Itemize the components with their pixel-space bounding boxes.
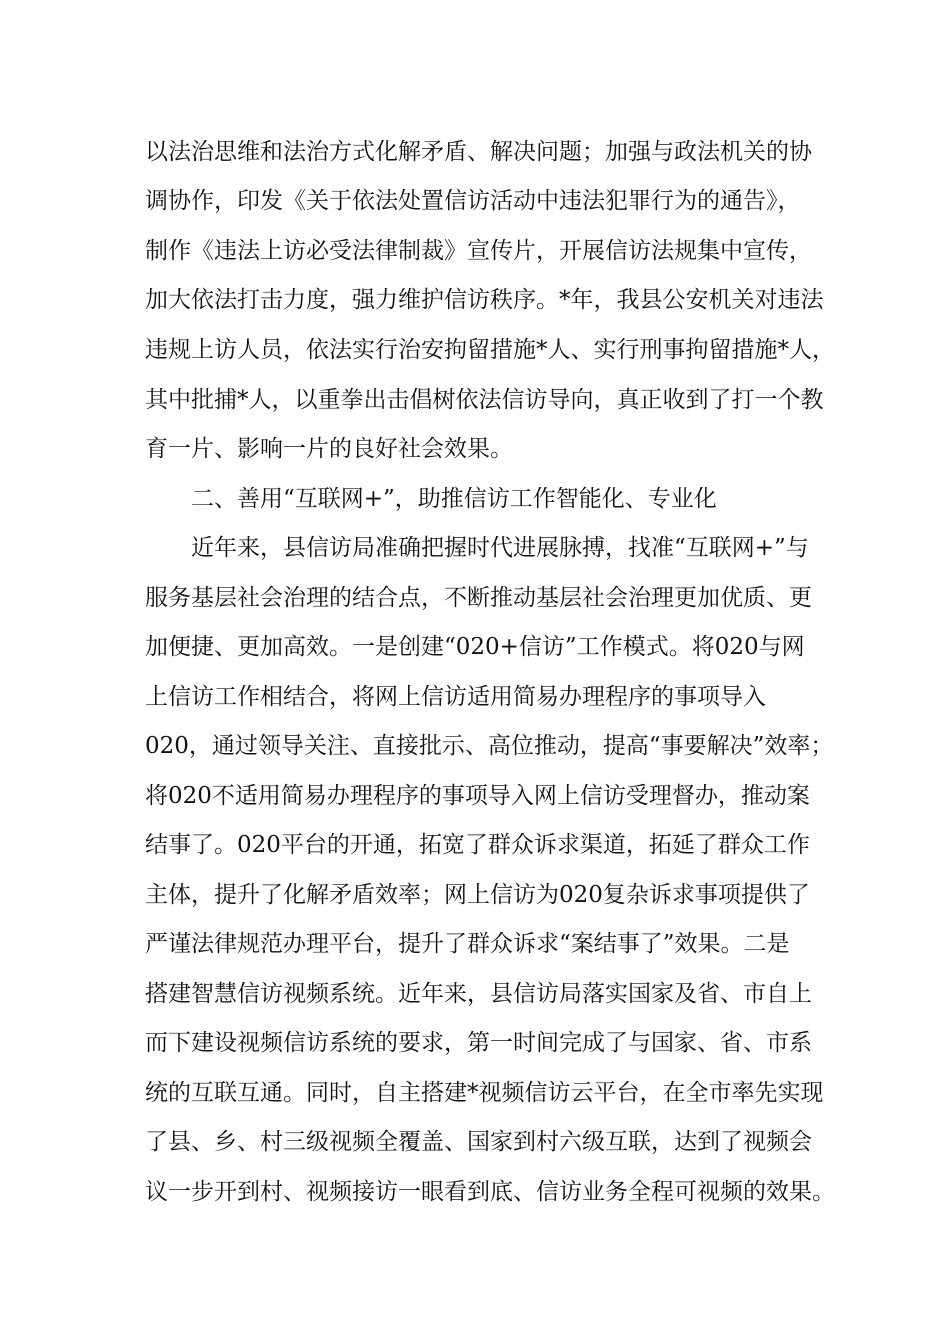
- text-line: 服务基层社会治理的结合点，不断推动基层社会治理更加优质、更: [145, 585, 812, 611]
- text-line: 议一步开到村、视频接访一眼看到底、信访业务全程可视频的效果。: [145, 1179, 835, 1205]
- text-line: 统的互联互通。同时，自主搭建*视频信访云平台，在全市率先实现: [145, 1080, 824, 1106]
- text-line: 以法治思维和法治方式化解矛盾、解决问题；加强与政法机关的协: [145, 139, 812, 165]
- text-line: 育一片、影响一片的良好社会效果。: [145, 436, 513, 462]
- text-line: 加便捷、更加高效。一是创建“020+信访”工作模式。将020与网: [145, 634, 805, 660]
- text-line: 违规上访人员，依法实行治安拘留措施*人、实行刑事拘留措施*人，: [145, 337, 835, 363]
- section-heading: 二、善用“互联网+”，助推信访工作智能化、专业化: [191, 486, 717, 512]
- text-line: 结事了。020平台的开通，拓宽了群众诉求渠道，拓延了群众工作: [145, 832, 810, 858]
- text-line: 而下建设视频信访系统的要求，第一时间完成了与国家、省、市系: [145, 1030, 812, 1056]
- text-line: 制作《违法上访必受法律制裁》宣传片，开展信访法规集中宣传，: [145, 238, 812, 264]
- text-line: 调协作，印发《关于依法处置信访活动中违法犯罪行为的通告》，: [145, 188, 801, 214]
- paragraph-first-line: 近年来，县信访局准确把握时代进展脉搏，找准“互联网+”与: [191, 535, 809, 561]
- text-line: 其中批捕*人，以重拳出击倡树依法信访导向，真正收到了打一个教: [145, 387, 824, 413]
- text-line: 了县、乡、村三级视频全覆盖、国家到村六级互联，达到了视频会: [145, 1129, 812, 1155]
- text-line: 将020不适用简易办理程序的事项导入网上信访受理督办，推动案: [145, 783, 810, 809]
- text-line: 020，通过领导关注、直接批示、高位推动，提高“事要解决”效率；: [145, 733, 834, 759]
- text-line: 严谨法律规范办理平台，提升了群众诉求“案结事了”效果。二是: [145, 931, 790, 957]
- text-line: 加大依法打击力度，强力维护信访秩序。*年，我县公安机关对违法: [145, 287, 824, 313]
- text-line: 主体，提升了化解矛盾效率；网上信访为020复杂诉求事项提供了: [145, 882, 810, 908]
- text-line: 搭建智慧信访视频系统。近年来，县信访局落实国家及省、市自上: [145, 981, 812, 1007]
- text-line: 上信访工作相结合，将网上信访适用简易办理程序的事项导入: [145, 684, 766, 710]
